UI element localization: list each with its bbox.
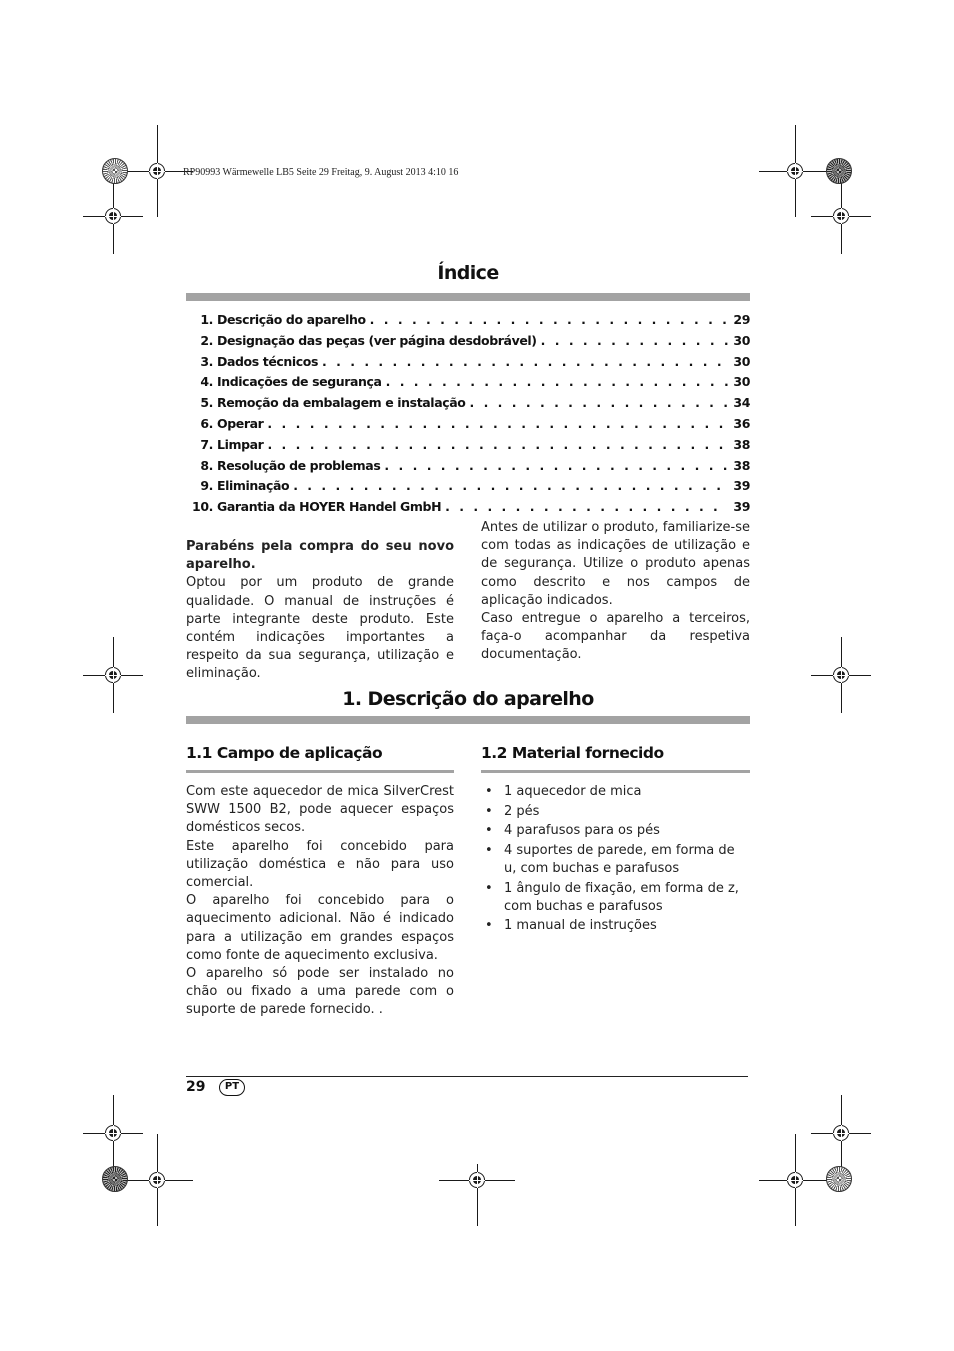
supplied-items-list <box>481 783 750 937</box>
print-slug: RP90993 Wärmewelle LB5 Seite 29 Freitag, 9. August 2013 4:10 16 <box>183 167 459 178</box>
toc-entry-label: Garantia da HOYER Handel GmbH <box>217 499 442 515</box>
intro-paragraph: Optou por um produto de grande qualidade. O manual de instruções é parte integrante deste produto. Este contém indicações importantes a respeito da sua segurança, utilização e eliminação. <box>186 575 454 682</box>
subsection-title: 1.1 Campo de aplicação <box>186 744 383 762</box>
toc-dot-leader <box>322 354 728 369</box>
list-item: • 2 pés <box>481 803 750 821</box>
toc-dot-leader <box>384 458 728 473</box>
toc-entry-number: 6. <box>200 415 213 431</box>
list-item: • 1 ângulo de fixação, em forma de z, com buchas e parafusos <box>481 880 750 916</box>
toc-entry-page: 30 <box>733 332 750 348</box>
toc-entry-label: Descrição do aparelho <box>217 312 366 327</box>
intro-right-column <box>481 519 750 665</box>
page-number: 29 <box>186 1079 206 1095</box>
toc-entry-number: 8. <box>200 457 213 473</box>
body-paragraph: O aparelho foi concebido para o aquecimento adicional. Não é indicado para a utilização em grandes espaços como fonte de aquecimento exclusiva. <box>186 893 454 963</box>
toc-entry-number: 10. <box>192 499 213 515</box>
footer-rule <box>186 1076 748 1077</box>
color-calibration-disc <box>826 158 852 184</box>
toc-entry-number: 2. <box>200 332 213 348</box>
toc-entry[interactable] <box>186 312 750 333</box>
toc-dot-leader <box>469 395 728 410</box>
subsection-rule <box>186 770 454 773</box>
toc-dot-leader <box>541 333 728 348</box>
toc-entry[interactable] <box>186 458 750 479</box>
toc-entry-page: 39 <box>733 499 750 515</box>
language-badge: PT <box>219 1079 245 1096</box>
list-item: • 1 aquecedor de mica <box>481 783 750 801</box>
color-calibration-disc <box>826 1166 852 1192</box>
toc-dot-leader <box>386 374 728 389</box>
toc-entry[interactable] <box>186 416 750 437</box>
toc-dot-leader <box>293 478 728 493</box>
toc-entry-number: 7. <box>200 436 213 452</box>
toc-entry-label: Operar <box>217 415 264 431</box>
toc-entry-label: Remoção da embalagem e instalação <box>217 395 466 411</box>
toc-entry-number: 3. <box>200 353 213 369</box>
toc-entry-number: 4. <box>200 374 213 390</box>
toc-entry-label: Eliminação <box>217 478 290 494</box>
subsection-title: 1.2 Material fornecido <box>481 744 664 762</box>
toc-entry-label: Resolução de problemas <box>217 457 381 473</box>
color-calibration-disc <box>102 158 128 184</box>
subsection-rule <box>481 770 750 773</box>
list-item: • 1 manual de instruções <box>481 917 750 935</box>
intro-heading: Parabéns pela compra do seu novo aparelho. <box>186 539 454 573</box>
toc-entry-number: 1. <box>200 312 213 327</box>
toc-dot-leader <box>267 437 728 452</box>
intro-paragraph: Antes de utilizar o produto, familiarize-se com todas as indicações de utilização e de segurança. Utilize o produto apenas como descrito e nos campos de aplicação indicados. <box>481 520 750 608</box>
toc-entry[interactable] <box>186 478 750 499</box>
list-item: • 4 parafusos para os pés <box>481 822 750 840</box>
toc-entry-label: Designação das peças (ver página desdobrável) <box>217 332 537 348</box>
application-text <box>186 783 454 1020</box>
toc-entry[interactable] <box>186 395 750 416</box>
section-title-rule <box>186 716 750 724</box>
toc-entry-page: 30 <box>733 374 750 390</box>
toc-entry-label: Indicações de segurança <box>217 374 382 390</box>
toc-entry-label: Dados técnicos <box>217 353 319 369</box>
toc-entry-number: 9. <box>200 478 213 494</box>
body-paragraph: Com este aquecedor de mica SilverCrest SWW 1500 B2, pode aquecer espaços domésticos secos. <box>186 784 454 836</box>
toc-dot-leader <box>370 312 728 327</box>
toc-entry-page: 36 <box>733 415 750 431</box>
toc-entry[interactable] <box>186 437 750 458</box>
toc-dot-leader <box>445 499 728 514</box>
toc-entry-page: 38 <box>733 436 750 452</box>
toc-entry[interactable] <box>186 333 750 354</box>
index-title: Índice <box>437 262 499 284</box>
list-item: • 4 suportes de parede, em forma de u, com buchas e parafusos <box>481 842 750 878</box>
toc-entry-page: 38 <box>733 457 750 473</box>
toc-entry-label: Limpar <box>217 436 264 452</box>
toc-entry-number: 5. <box>200 395 213 411</box>
body-paragraph: Este aparelho foi concebido para utilização doméstica e não para uso comercial. <box>186 838 454 891</box>
toc-dot-leader <box>267 416 728 431</box>
section-title: 1. Descrição do aparelho <box>342 688 594 710</box>
toc-entry[interactable] <box>186 499 750 520</box>
color-calibration-disc <box>102 1166 128 1192</box>
body-paragraph: O aparelho só pode ser instalado no chão ou fixado a uma parede com o suporte de parede fornecido. . <box>186 966 454 1018</box>
intro-left-column <box>186 538 454 684</box>
index-title-rule <box>186 293 750 301</box>
intro-paragraph: Caso entregue o aparelho a terceiros, faça-o acompanhar da respetiva documentação. <box>481 611 750 663</box>
toc-entry[interactable] <box>186 354 750 375</box>
toc-entry-page: 39 <box>733 478 750 494</box>
toc-entry[interactable] <box>186 374 750 395</box>
toc-entry-page: 29 <box>733 312 750 327</box>
table-of-contents <box>186 312 750 520</box>
toc-entry-page: 34 <box>733 395 750 411</box>
toc-entry-page: 30 <box>733 353 750 369</box>
